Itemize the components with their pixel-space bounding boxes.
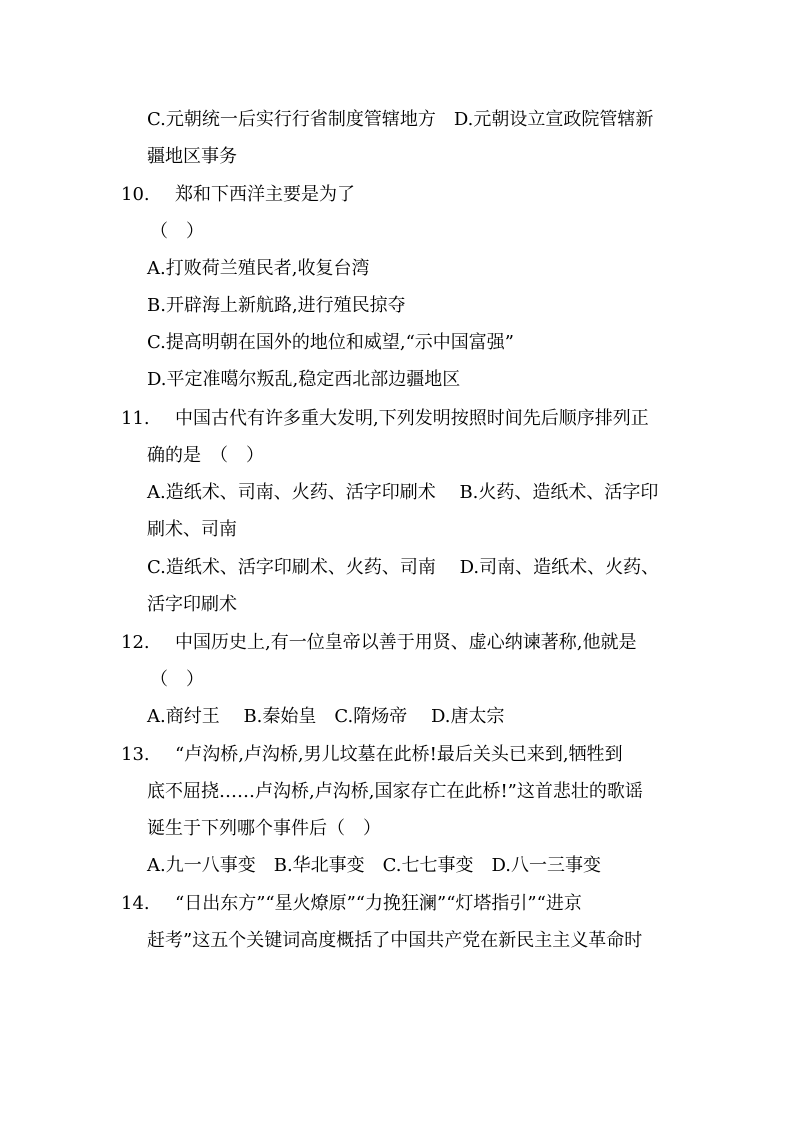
question-10-option-b: B.开辟海上新航路,进行殖民掠夺 bbox=[147, 295, 406, 316]
q9-option-cd-line1: C.元朝统一后实行行省制度管辖地方 D.元朝设立宣政院管辖新 bbox=[147, 109, 654, 130]
question-10-option-c: C.提高明朝在国外的地位和威望,“示中国富强” bbox=[147, 332, 514, 353]
question-11-options-cd-line1: C.造纸术、活字印刷术、火药、司南 D.司南、造纸术、火药、 bbox=[147, 557, 660, 578]
question-12-number: 12. bbox=[121, 632, 150, 653]
question-13-stem-line2: 底不屈挠……卢沟桥,卢沟桥,国家存亡在此桥!”这首悲壮的歌谣 bbox=[147, 781, 643, 802]
question-11-options-cd-line2: 活字印刷术 bbox=[147, 594, 237, 615]
question-12-options: A.商纣王 B.秦始皇 C.隋炀帝 D.唐太宗 bbox=[147, 706, 505, 727]
question-10-option-d: D.平定准噶尔叛乱,稳定西北部边疆地区 bbox=[147, 369, 461, 390]
question-13-options: A.九一八事变 B.华北事变 C.七七事变 D.八一三事变 bbox=[147, 855, 602, 876]
question-11-number: 11. bbox=[121, 408, 150, 429]
question-11-options-ab-line1: A.造纸术、司南、火药、活字印刷术 B.火药、造纸术、活字印 bbox=[147, 482, 659, 503]
question-13-stem-line3: 诞生于下列哪个事件后（ ） bbox=[147, 818, 381, 839]
question-11-stem-line1: 中国古代有许多重大发明,下列发明按照时间先后顺序排列正 bbox=[175, 408, 649, 429]
q9-option-d-line2: 疆地区事务 bbox=[147, 146, 237, 167]
question-11-options-ab-line2: 刷术、司南 bbox=[147, 519, 237, 540]
question-14-number: 14. bbox=[121, 893, 150, 914]
question-13-stem-line1: “卢沟桥,卢沟桥,男儿坟墓在此桥!最后关头已来到,牺牲到 bbox=[175, 744, 623, 765]
question-11-stem-line2: 确的是 （ ） bbox=[147, 445, 264, 466]
question-13-number: 13. bbox=[121, 744, 150, 765]
question-12-stem: 中国历史上,有一位皇帝以善于用贤、虚心纳谏著称,他就是 bbox=[175, 632, 637, 653]
question-12-answer-paren: （ ） bbox=[150, 669, 204, 690]
question-10-number: 10. bbox=[121, 184, 150, 205]
question-14-stem-line2: 赶考”这五个关键词高度概括了中国共产党在新民主主义革命时 bbox=[147, 930, 643, 951]
question-14-stem-line1: “日出东方”“星火燎原”“力挽狂澜”“灯塔指引”“进京 bbox=[175, 893, 582, 914]
question-10-stem: 郑和下西洋主要是为了 bbox=[175, 184, 355, 205]
question-10-answer-paren: （ ） bbox=[150, 221, 204, 242]
question-10-option-a: A.打败荷兰殖民者,收复台湾 bbox=[147, 258, 370, 279]
